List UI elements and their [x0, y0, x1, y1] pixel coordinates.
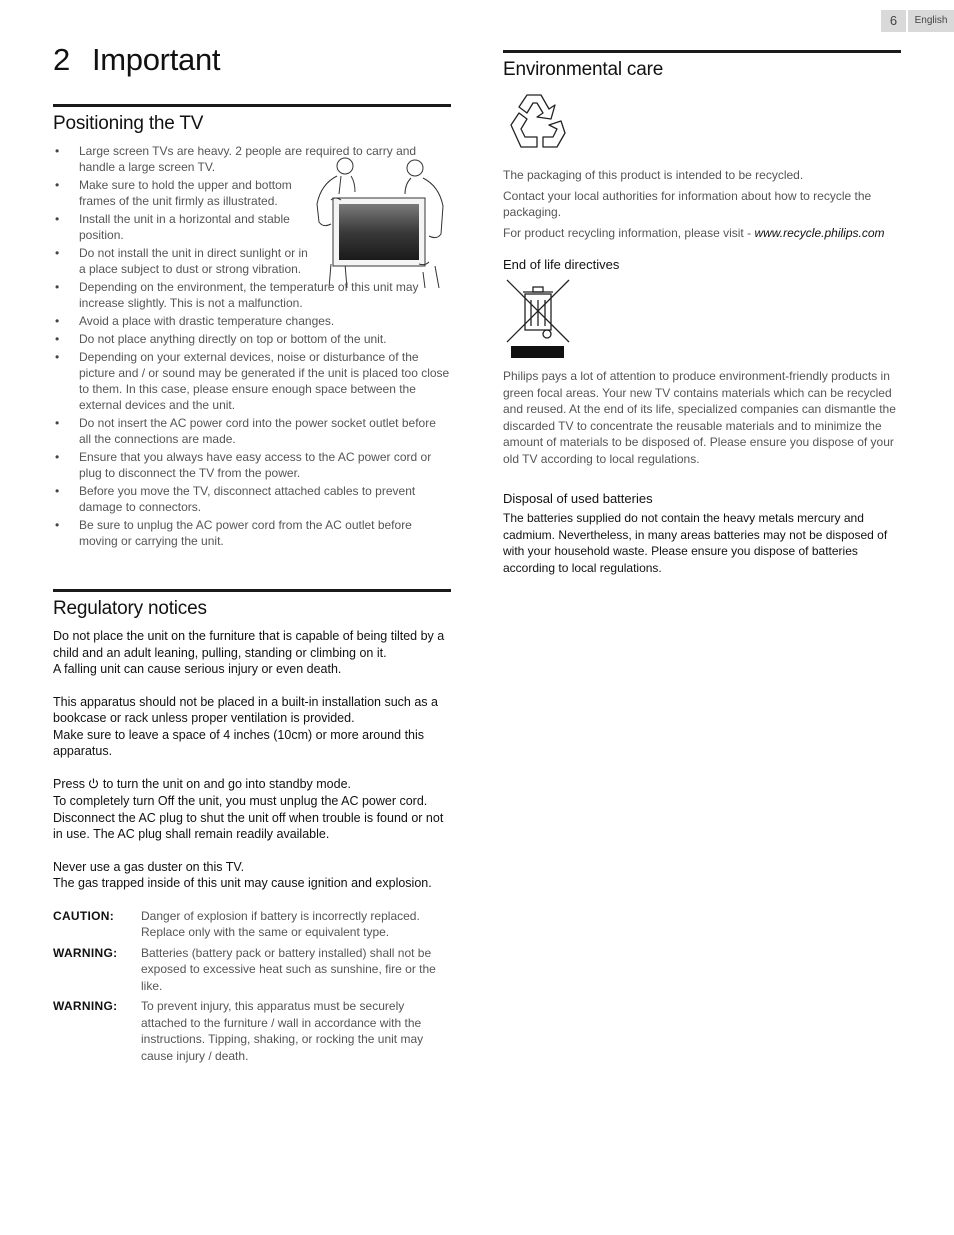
- regulatory-paragraph: [53, 776, 451, 794]
- list-item: • Install the unit in a horizontal and stable position.: [53, 211, 311, 243]
- left-column: [53, 104, 451, 1068]
- recycle-website-link[interactable]: www.recycle.philips.com: [754, 225, 885, 240]
- note-text: To prevent injury, this apparatus must be securely attached to the furniture / wall in accordance with the instructions. Tipping, shaking, or rocking the unit may cause injury / death.: [141, 999, 424, 1063]
- regulatory-paragraph: Do not place the unit on the furniture that is capable of being tilted by a child and an adult leaning, pulling, standing or climbing on it.: [53, 629, 445, 660]
- chapter-title: Important: [91, 42, 221, 77]
- list-item: • Do not place anything directly on top or bottom of the unit.: [53, 331, 451, 347]
- regulatory-title: Regulatory notices: [53, 598, 207, 619]
- list-item: • Depending on your external devices, noise or disturbance of the picture and / or sound may be generated if the unit is placed too close to them. In this case, please ensure enough space between the external devices and the unit.: [53, 349, 451, 413]
- regulatory-paragraph: A falling unit can cause serious injury or even death.: [53, 662, 342, 676]
- recycle-icon: [503, 89, 567, 153]
- env-paragraph: Contact your local authorities for information about how to recycle the packaging.: [503, 188, 872, 219]
- press-text: Press: [53, 776, 85, 791]
- page-number: 6: [881, 10, 906, 32]
- section-rule: [53, 104, 451, 107]
- batteries-title: Disposal of used batteries: [503, 491, 653, 506]
- warning-notes: [53, 908, 451, 1065]
- list-item: • Large screen TVs are heavy. 2 people are required to carry and handle a large screen TV.: [53, 143, 451, 175]
- list-item: • Avoid a place with drastic temperature changes.: [53, 313, 451, 329]
- chapter-number: 2: [53, 42, 70, 77]
- power-icon: [88, 777, 99, 794]
- env-paragraph: The packaging of this product is intended to be recycled.: [503, 168, 804, 182]
- right-column: [503, 50, 901, 580]
- note-label: CAUTION:: [53, 908, 115, 923]
- caution-note: [53, 908, 451, 941]
- crossed-out-wheelie-bin-icon: [503, 276, 573, 346]
- section-rule: [53, 589, 451, 592]
- list-item: • Depending on the environment, the temperature of this unit may increase slightly. This is not a malfunction.: [53, 279, 451, 311]
- page-language: English: [908, 10, 954, 32]
- weee-black-bar: [511, 346, 564, 358]
- list-item: • Do not insert the AC power cord into the power socket outlet before all the connections are made.: [53, 415, 451, 447]
- list-item: • Make sure to hold the upper and bottom frames of the unit firmly as illustrated.: [53, 177, 311, 209]
- environment-title: Environmental care: [503, 59, 664, 80]
- warning-note: [53, 945, 451, 995]
- positioning-title: Positioning the TV: [53, 113, 204, 134]
- list-item: • Ensure that you always have easy access to the AC power cord or plug to disconnect the TV from the power.: [53, 449, 451, 481]
- note-label: WARNING:: [53, 945, 118, 960]
- env-paragraph: [503, 225, 901, 242]
- regulatory-paragraph: Never use a gas duster on this TV.: [53, 859, 245, 874]
- list-item: • Do not install the unit in direct sunlight or in a place subject to dust or strong vibration.: [53, 245, 311, 277]
- regulatory-paragraph: Disconnect the AC plug to shut the unit off when trouble is found or not in use. The AC plug shall remain readily available.: [53, 810, 444, 841]
- regulatory-paragraph: This apparatus should not be placed in a built-in installation such as a bookcase or rack unless proper ventilation is provided.: [53, 694, 438, 725]
- end-of-life-title: End of life directives: [503, 257, 620, 272]
- end-of-life-text: Philips pays a lot of attention to produce environment-friendly products in green focal areas. Your new TV contains materials which can be recycled and reused. At the end of its life, specialized companies can dismantle the discarded TV to concentrate the reusable materials and to minimize the amount of materials to be disposed of. Please ensure you dispose of your old TV according to local regulations.: [503, 369, 896, 466]
- batteries-text: The batteries supplied do not contain the heavy metals mercury and cadmium. Nevertheless, in many areas batteries may not be disposed of with your household waste. Please ensure you dispose of batteries according to local regulations.: [503, 511, 888, 575]
- chapter-heading: [53, 42, 220, 78]
- list-item: • Before you move the TV, disconnect attached cables to prevent damage to connectors.: [53, 483, 451, 515]
- list-item: • Be sure to unplug the AC power cord from the AC outlet before moving or carrying the unit.: [53, 517, 451, 549]
- regulatory-paragraph: The gas trapped inside of this unit may cause ignition and explosion.: [53, 876, 432, 890]
- standby-text: to turn the unit on and go into standby mode.: [102, 776, 352, 791]
- note-label: WARNING:: [53, 999, 118, 1013]
- note-text: Batteries (battery pack or battery installed) shall not be exposed to excessive heat such as sunshine, fire or the like.: [141, 945, 436, 993]
- section-rule: [503, 50, 901, 53]
- warning-note: [53, 998, 451, 1064]
- note-text: Danger of explosion if battery is incorrectly replaced. Replace only with the same or equivalent type.: [141, 908, 420, 939]
- regulatory-body: [53, 628, 451, 892]
- regulatory-paragraph: Make sure to leave a space of 4 inches (10cm) or more around this apparatus.: [53, 727, 425, 758]
- regulatory-paragraph: To completely turn Off the unit, you must unplug the AC power cord.: [53, 794, 428, 808]
- recycling-info-text: For product recycling information, please visit -: [503, 225, 752, 240]
